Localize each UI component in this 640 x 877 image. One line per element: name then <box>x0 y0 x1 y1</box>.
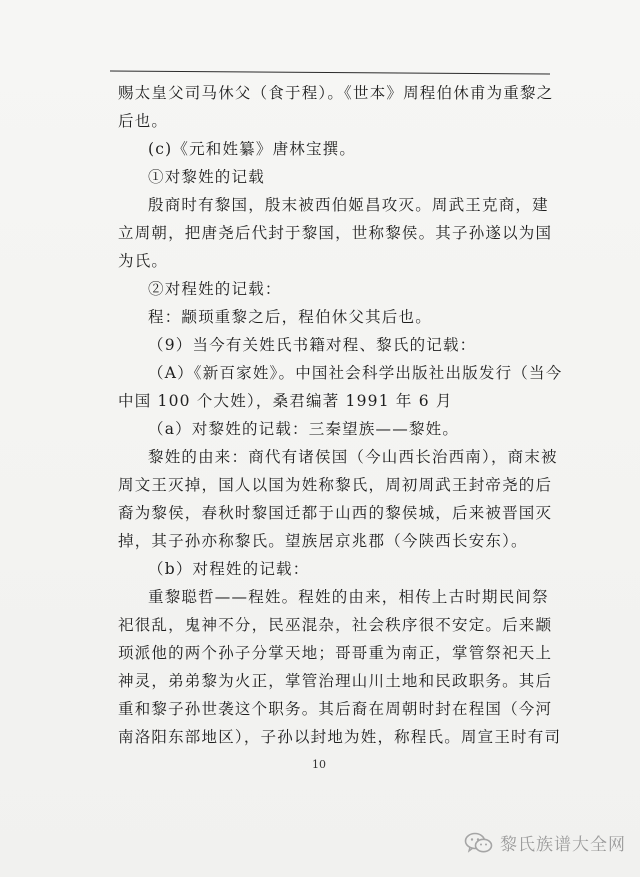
text-line: 裔为黎侯，春秋时黎国迁都于山西的黎侯城，后来被晋国灭 <box>118 504 553 522</box>
text-line: (c)《元和姓纂》唐林宝撰。 <box>148 140 357 158</box>
text-line: （b）对程姓的记载： <box>148 560 310 578</box>
text-line: （9）当今有关姓氏书籍对程、黎氏的记载： <box>148 336 477 354</box>
text-line: 重黎聪哲——程姓。程姓的由来，相传上古时期民间祭 <box>148 588 549 606</box>
text-line: 立周朝，把唐尧后代封于黎国，世称黎侯。其子孙遂以为国 <box>118 224 553 242</box>
text-line: 周文王灭掉，国人以国为姓称黎氏，周初周武王封帝尧的后 <box>118 476 553 494</box>
watermark <box>464 830 626 855</box>
text-line: 祀很乱，鬼神不分，民巫混杂，社会秩序很不安定。后来颛 <box>118 616 553 634</box>
text-line: 赐太皇父司马休父（食于程）。《世本》周程伯休甫为重黎之 <box>118 84 554 102</box>
text-line: ①对黎姓的记载 <box>148 168 265 186</box>
watermark-text: 黎氏族谱大全网 <box>500 835 626 855</box>
wechat-icon <box>464 831 494 855</box>
text-line: 为氏。 <box>118 252 169 270</box>
text-line: ②对程姓的记载： <box>148 280 282 298</box>
text-line: 后也。 <box>118 112 169 130</box>
text-line: 顼派他的两个孙子分掌天地；哥哥重为南正，掌管祭祀天上 <box>118 644 553 662</box>
text-line: 神灵，弟弟黎为火正，掌管治理山川土地和民政职务。其后 <box>118 672 553 690</box>
header-rule <box>110 70 550 74</box>
text-line: 殷商时有黎国，殷末被西伯姬昌攻灭。周武王克商，建 <box>148 196 549 214</box>
text-line: 南洛阳东部地区），子孙以封地为姓，称程氏。周宣王时有司 <box>118 728 562 746</box>
text-line: （A）《新百家姓》。中国社会科学出版社出版发行（当今 <box>148 364 563 382</box>
text-line: （a）对黎姓的记载：三秦望族——黎姓。 <box>148 420 460 438</box>
page-number: 10 <box>312 758 326 771</box>
text-line: 程：颛顼重黎之后，程伯休父其后也。 <box>148 308 432 326</box>
text-line: 中国 100 个大姓），桑君编著 1991 年 6 月 <box>118 392 453 410</box>
text-line: 掉，其子孙亦称黎氏。望族居京兆郡（今陕西长安东）。 <box>118 532 528 550</box>
text-line: 重和黎子孙世袭这个职务。其后裔在周朝时封在程国（今河 <box>118 700 553 718</box>
text-line: 黎姓的由来：商代有诸侯国（今山西长治西南），商末被 <box>148 448 558 466</box>
